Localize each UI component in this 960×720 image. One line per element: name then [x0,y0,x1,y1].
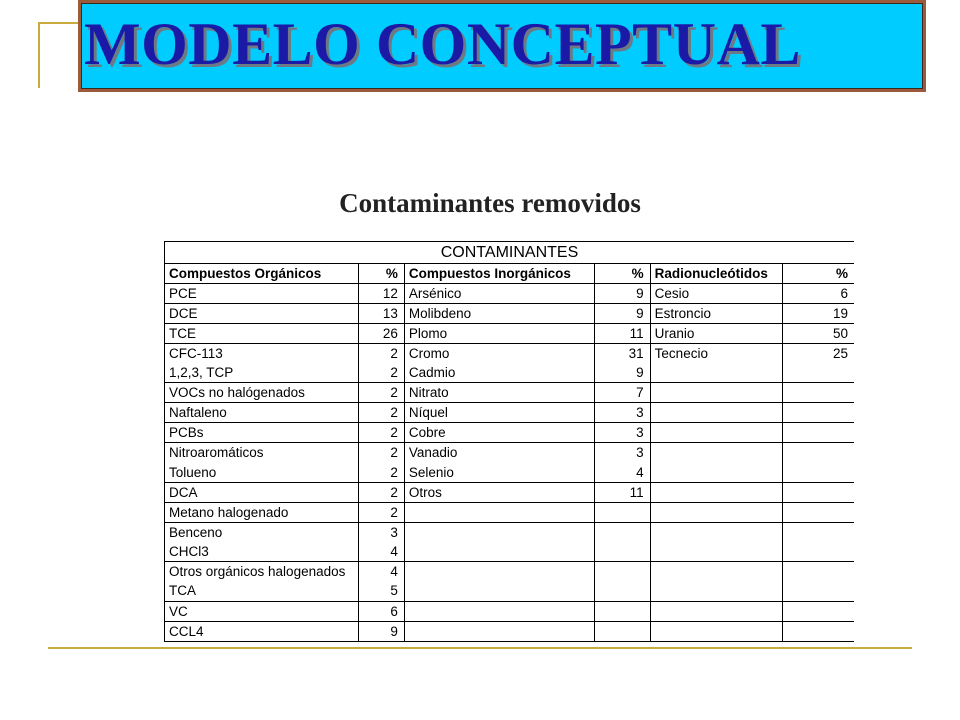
table-cell: 2 [358,344,404,364]
table-cell [782,463,854,483]
table-cell: Metano halogenado [165,502,359,522]
table-cell: 3 [594,403,650,423]
table-row [165,621,855,641]
table-cell: VC [165,601,359,621]
table-cell [782,621,854,641]
table-cell [782,542,854,562]
column-header: % [358,264,404,284]
table-cell [650,502,782,522]
table-cell: Estroncio [650,304,782,324]
table-cell [782,363,854,383]
column-header: % [782,264,854,284]
table-cell: 9 [594,304,650,324]
table-cell [650,383,782,403]
table-cell: Níquel [404,403,594,423]
column-header: Compuestos Orgánicos [165,264,359,284]
corner-decoration-vertical [38,22,40,88]
table-cell [594,562,650,582]
table-cell: 7 [594,383,650,403]
table-row [165,522,855,542]
table-caption: CONTAMINANTES [164,241,854,263]
table-cell: 9 [358,621,404,641]
table-cell [404,522,594,542]
table-cell [650,621,782,641]
table-cell: 4 [594,463,650,483]
table-cell: 31 [594,344,650,364]
table-cell: 13 [358,304,404,324]
table-row [165,324,855,344]
table-cell: PCE [165,284,359,304]
table-row [165,482,855,502]
table-cell [650,363,782,383]
table-row [165,502,855,522]
table-cell [594,581,650,601]
table-cell: 25 [782,344,854,364]
table-cell [650,542,782,562]
table-cell [782,581,854,601]
table-cell: 2 [358,443,404,463]
table-cell: VOCs no halógenados [165,383,359,403]
table-row [165,423,855,443]
table-cell [404,581,594,601]
table-cell: Nitroaromáticos [165,443,359,463]
table-row [165,443,855,463]
table-cell: Arsénico [404,284,594,304]
table-cell: 3 [358,522,404,542]
table-row [165,344,855,364]
table-cell: Plomo [404,324,594,344]
table-cell: 50 [782,324,854,344]
table-cell: 2 [358,383,404,403]
table-cell: 2 [358,482,404,502]
table-cell [594,621,650,641]
table-row [165,383,855,403]
table-cell: 6 [358,601,404,621]
table-cell [650,482,782,502]
table-cell: 2 [358,403,404,423]
table-cell: 2 [358,423,404,443]
table-row [165,463,855,483]
table-cell: Tolueno [165,463,359,483]
table-cell: PCBs [165,423,359,443]
table-cell [782,502,854,522]
table-cell: 26 [358,324,404,344]
table-cell: 6 [782,284,854,304]
table-cell: Benceno [165,522,359,542]
table-cell [404,502,594,522]
table-cell: Vanadio [404,443,594,463]
table-cell: Cadmio [404,363,594,383]
table-cell: 3 [594,423,650,443]
table-cell: 1,2,3, TCP [165,363,359,383]
table-cell: Cobre [404,423,594,443]
table-cell: Selenio [404,463,594,483]
table-cell: Tecnecio [650,344,782,364]
table-cell: Molibdeno [404,304,594,324]
table-cell: Nitrato [404,383,594,403]
table-cell: 19 [782,304,854,324]
column-header: Radionucleótidos [650,264,782,284]
table-cell: Cromo [404,344,594,364]
table-cell: 9 [594,363,650,383]
table-cell: CFC-113 [165,344,359,364]
table-cell [650,522,782,542]
table-cell: TCA [165,581,359,601]
table-cell: 11 [594,324,650,344]
table-cell: CCL4 [165,621,359,641]
table-cell: 2 [358,463,404,483]
contaminants-grid [164,263,854,642]
table-cell [650,601,782,621]
table-cell [782,423,854,443]
table-cell [594,522,650,542]
table-cell [782,601,854,621]
table-cell: Otros orgánicos halogenados [165,562,359,582]
table-cell [782,383,854,403]
table-cell: 4 [358,562,404,582]
table-cell [782,443,854,463]
table-cell [404,601,594,621]
table-header-row [165,264,855,284]
table-cell: CHCl3 [165,542,359,562]
table-cell: 3 [594,443,650,463]
table-cell: 2 [358,363,404,383]
table-cell [650,403,782,423]
table-cell: 5 [358,581,404,601]
table-cell: DCA [165,482,359,502]
table-cell [782,482,854,502]
table-row [165,284,855,304]
page-title: MODELO CONCEPTUAL [84,11,801,77]
table-cell: 4 [358,542,404,562]
table-cell [782,562,854,582]
table-cell [594,542,650,562]
table-row [165,581,855,601]
table-cell: Uranio [650,324,782,344]
table-body [165,264,855,642]
table-cell [782,403,854,423]
table-cell [404,542,594,562]
table-cell: 12 [358,284,404,304]
table-cell [650,562,782,582]
column-header: % [594,264,650,284]
table-cell: 11 [594,482,650,502]
table-row [165,601,855,621]
contaminants-table [164,241,854,656]
table-cell: TCE [165,324,359,344]
table-cell: Cesio [650,284,782,304]
footer-divider [48,647,912,649]
table-cell: Naftaleno [165,403,359,423]
table-cell [404,621,594,641]
table-cell [594,601,650,621]
table-cell: Otros [404,482,594,502]
table-row [165,562,855,582]
table-cell [650,423,782,443]
table-row [165,363,855,383]
column-header: Compuestos Inorgánicos [404,264,594,284]
table-row [165,542,855,562]
table-cell [404,562,594,582]
table-cell: 9 [594,284,650,304]
table-row [165,403,855,423]
table-cell [650,463,782,483]
table-cell [650,581,782,601]
section-subtitle: Contaminantes removidos [339,188,641,218]
table-cell: 2 [358,502,404,522]
table-cell [782,522,854,542]
table-cell [594,502,650,522]
table-cell [650,443,782,463]
table-row [165,304,855,324]
table-cell: DCE [165,304,359,324]
